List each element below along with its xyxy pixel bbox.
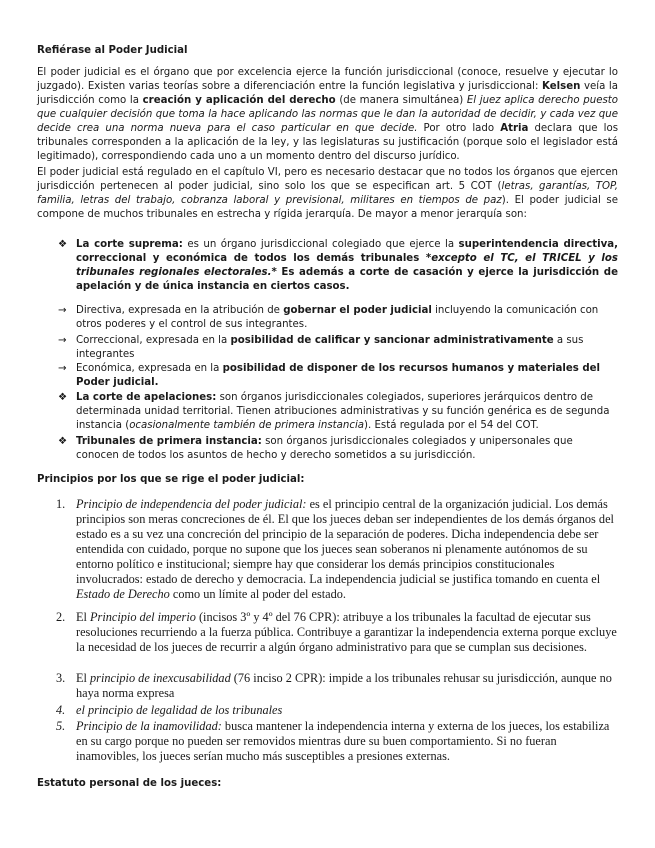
list-item-corte-suprema: ❖ La corte suprema: es un órgano jurisdiccional colegiado que ejerce la superintendencia directiva, correccional y económica de todos los demás tribunales *excepto el TC, el TRICEL y los tribunales regionales electorales.* Es además a corte de casación y ejerce la jurisdicción de apelación y de única instancia en ciertos casos. — [58, 239, 618, 292]
arrow-bullet-icon: → — [58, 363, 67, 374]
paragraph-funcion-jurisdiccional: El poder judicial es el órgano que por excelencia ejerce la función jurisdiccional (conoce, resuelve y ejecutar lo juzgado). Existen varias teorías sobre a diferenciación entre la función legislativa y jurisdiccional: Kelsen veía la jurisdicción como la creación y aplicación del derecho (de manera simultánea) El juez aplica derecho puesto que cualquier decisión que toma la hace aplicando las normas que le dan la autoridad de decidir, y cada vez que decide crea una norma nueva para el caso particular en que decide. Por otro lado Atria declara que los tribunales corresponden a la aplicación de la ley, y las legislaturas su justificación (porque solo el legislador está legitimado), correspondiendo cada uno a un momento dentro del discurso jurídico. — [37, 67, 619, 162]
principle-independencia: 1. Principio de independencia del poder judicial: es el principio central de la organización judicial. Los demás principios son meras concreciones de él. El que los jueces deban ser independientes de los demás órganos del estado es a su vez una concreción del principio de la separación de poderes. Dicha independencia debe ser entendida con cuidado, porque no supone que los jueces sean soberanos ni plenamente autónomos de su entorno político e institucional; siempre hay que considerar los demás principios constitucionales involucrados: estado de derecho y democracia. La independencia judicial se justifica tomando en cuenta el Estado de Derecho como un límite al poder del estado. — [56, 497, 614, 601]
diamond-bullet-icon: ❖ — [58, 436, 68, 447]
list-number: 5. — [56, 719, 66, 733]
list-item-corte-apelaciones: ❖ La corte de apelaciones: son órganos jurisdiccionales colegiados, superiores jerárquicos dentro de determinada unidad territorial. Tienen atribuciones administrativas y su función genérica es de segunda instancia (ocasionalmente también de primera instancia). Está regulada por el 54 del COT. — [58, 392, 610, 431]
arrow-bullet-icon: → — [58, 335, 67, 346]
diamond-bullet-icon: ❖ — [58, 239, 68, 250]
list-number: 3. — [56, 671, 66, 685]
principle-legalidad: 4. el principio de legalidad de los tribunales — [56, 703, 283, 717]
list-number: 2. — [56, 610, 66, 624]
arrow-bullet-icon: → — [58, 305, 67, 316]
diamond-bullet-icon: ❖ — [58, 392, 68, 403]
list-number: 1. — [56, 497, 66, 511]
list-item-economica: → Económica, expresada en la posibilidad de disponer de los recursos humanos y materiales del Poder judicial. — [58, 363, 601, 388]
heading-estatuto: Estatuto personal de los jueces: — [37, 778, 222, 789]
paragraph-regulacion: El poder judicial está regulado en el capítulo VI, pero es necesario destacar que no todos los órganos que ejercen jurisdicción pertenecen al poder judicial, sino solo los que se especifican art. 5 COT (letras, garantías, TOP, familia, letras del trabajo, cobranza laboral y previsional, militares en tiempos de paz). El poder judicial se compone de muchos tribunales en estrecha y rígida jerarquía. De mayor a menor jerarquía son: — [37, 167, 618, 220]
heading-poder-judicial: Refiérase al Poder Judicial — [37, 45, 188, 56]
list-item-primera-instancia: ❖ Tribunales de primera instancia: son órganos jurisdiccionales colegiados y unipersonales que conocen de todos los asuntos de hecho y derecho sometidos a su jurisdicción. — [58, 436, 573, 461]
principle-imperio: 2. El Principio del imperio (incisos 3º y 4º del 76 CPR): atribuye a los tribunales la facultad de ejecutar sus resoluciones recurriendo a la fuerza pública. Contribuye a garantizar la independencia externa porque excluye la necesidad de los jueces de recurrir a algún órgano administrativo para que se cumplan sus decisiones. — [56, 610, 617, 654]
list-number: 4. — [56, 703, 66, 717]
heading-principios: Principios por los que se rige el poder judicial: — [37, 474, 305, 485]
list-item-correccional: → Correccional, expresada en la posibilidad de calificar y sancionar administrativamente a sus integrantes — [58, 335, 584, 360]
principle-inamovilidad: 5. Principio de la inamovilidad: busca mantener la independencia interna y externa de los jueces, los estabiliza en su cargo porque no pueden ser removidos mientras dure su buen comportamiento. Si no fueran inamovibles, los jueces serían mucho más susceptibles a presiones externas. — [56, 719, 610, 763]
list-item-directiva: → Directiva, expresada en la atribución de gobernar el poder judicial incluyendo la comunicación con otros poderes y el control de sus integrantes. — [58, 305, 599, 330]
principle-inexcusabilidad: 3. El principio de inexcusabilidad (76 inciso 2 CPR): impide a los tribunales rehusar su jurisdicción, aunque no haya norma expresa — [56, 671, 612, 700]
